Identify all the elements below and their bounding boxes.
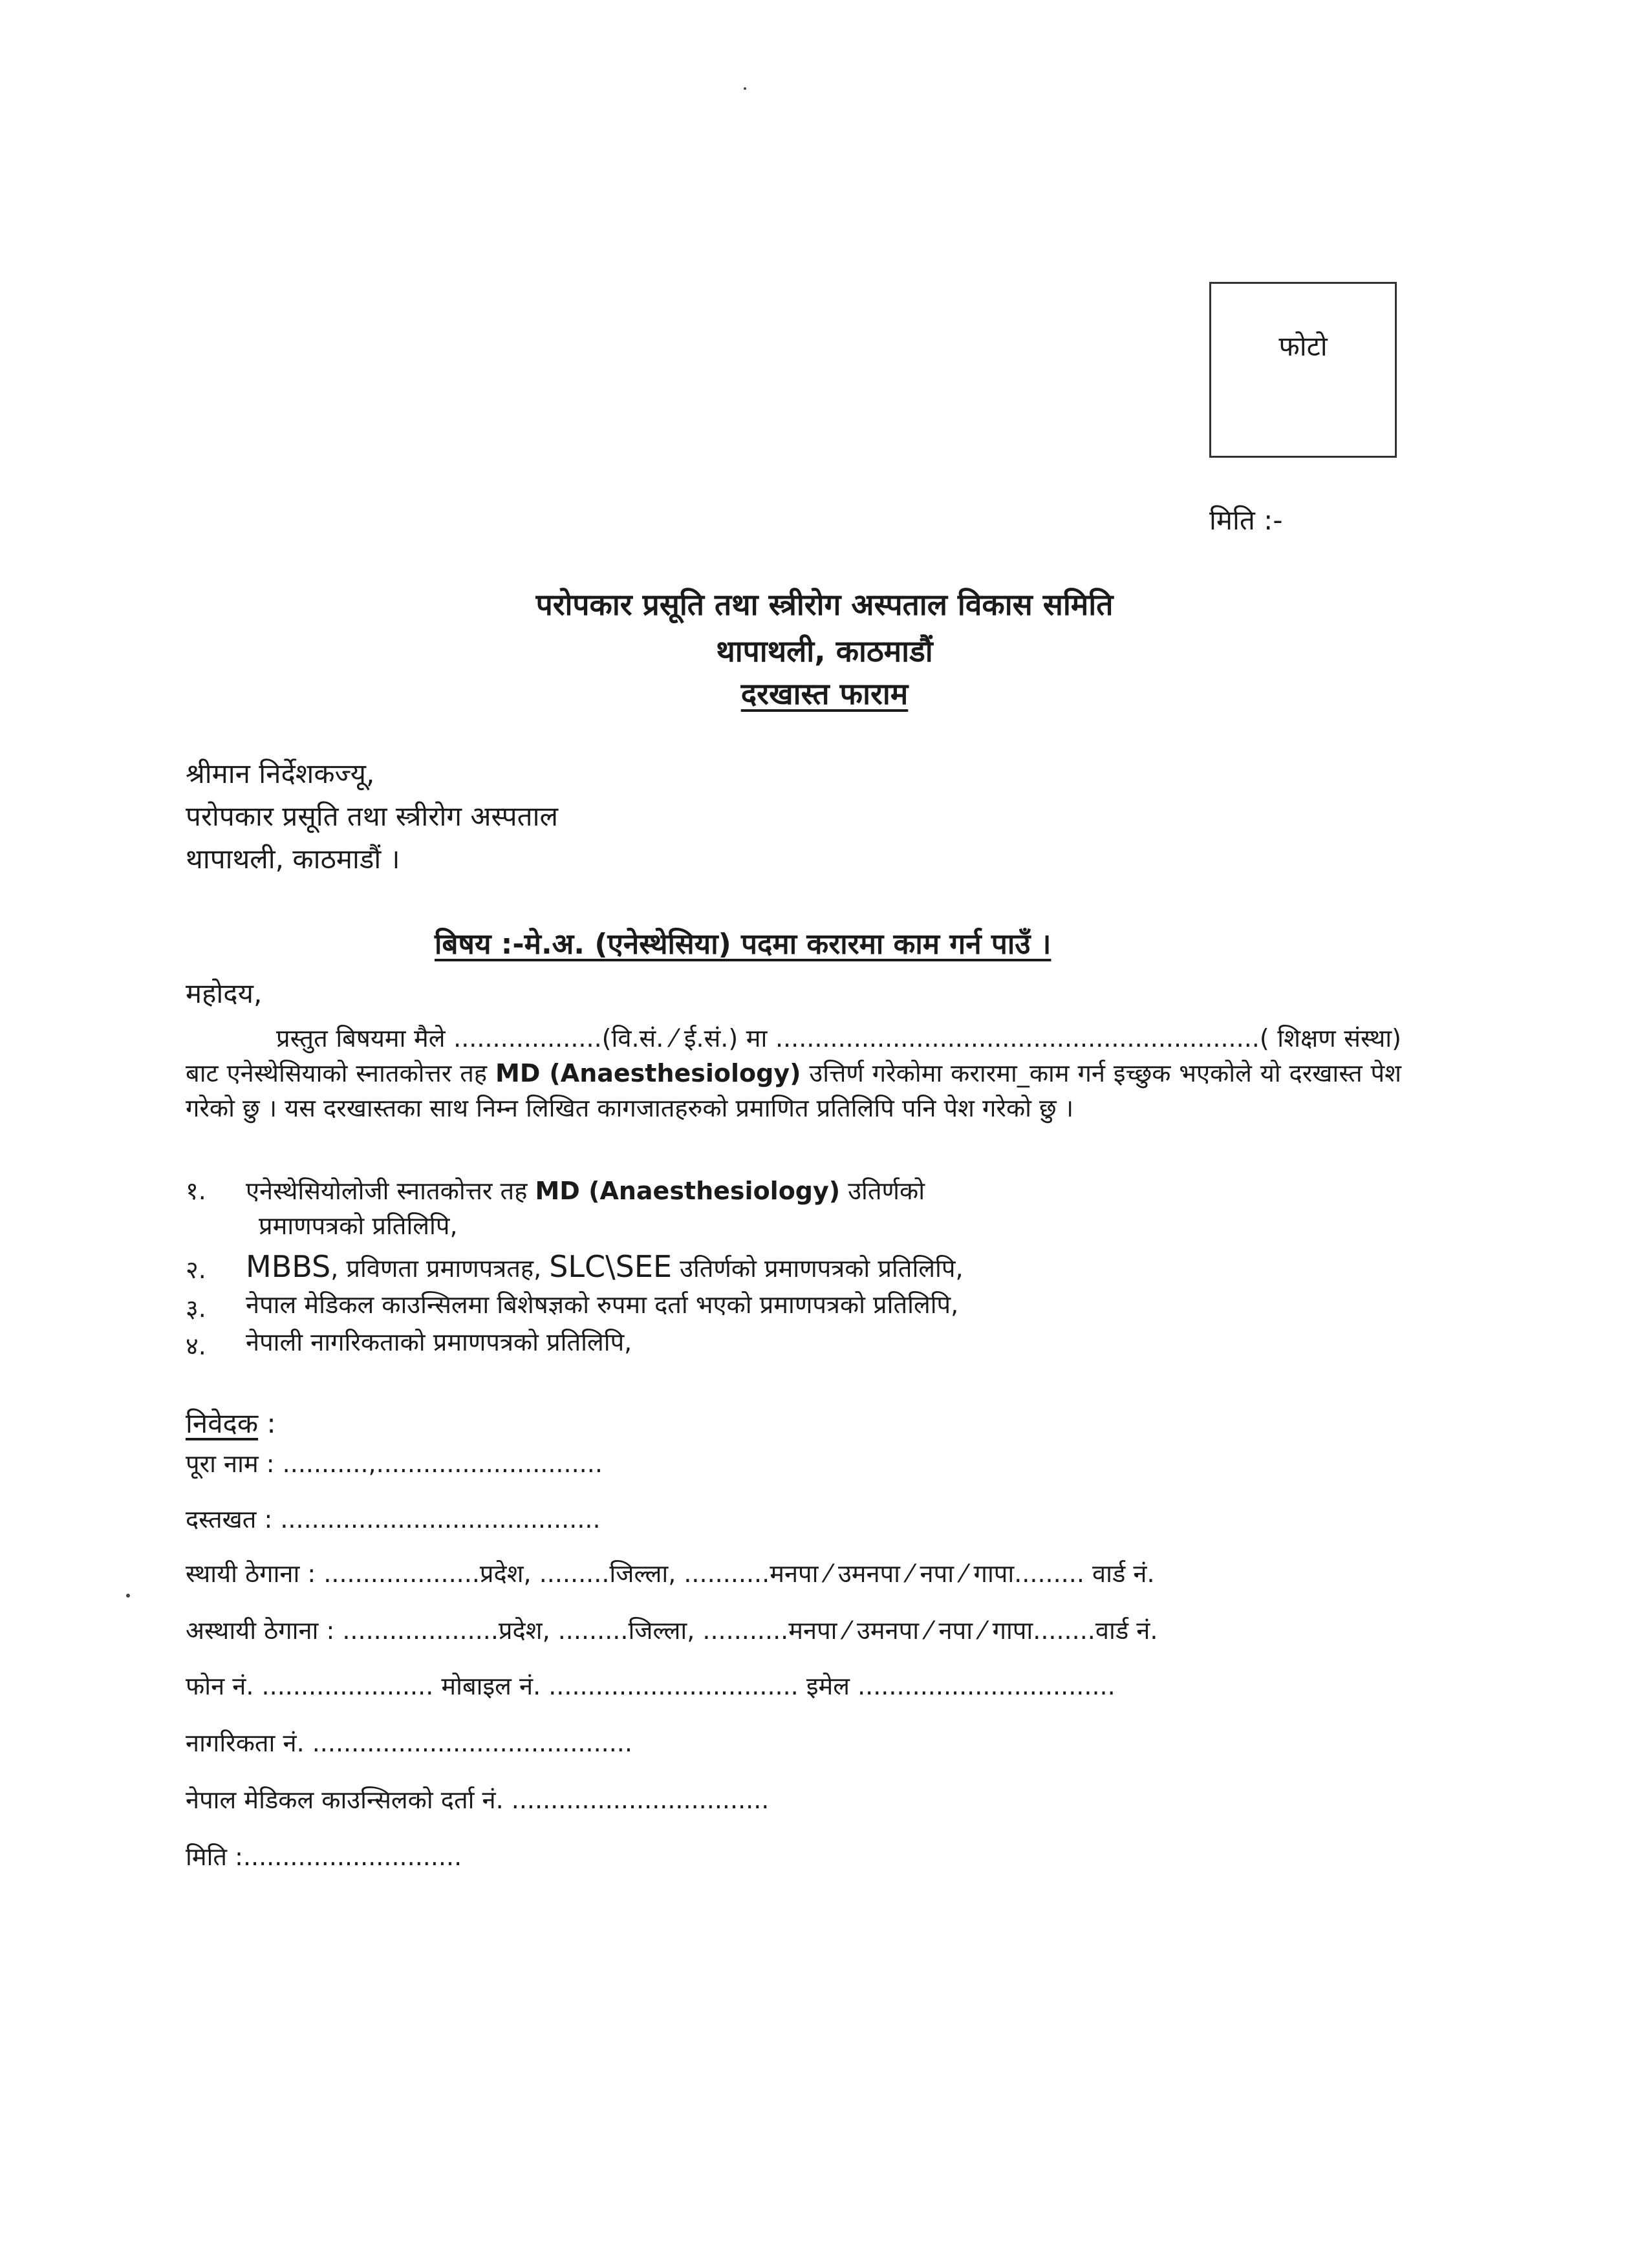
- list-item-3: नेपाल मेडिकल काउन्सिलमा बिशेषज्ञको रुपमा दर्ता भएको प्रमाणपत्रको प्रतिलिपि,: [246, 1290, 959, 1319]
- form-title: [0, 675, 1649, 714]
- date-top: मिति :-: [1209, 504, 1283, 536]
- addressee-line-2: परोपकार प्रसूति तथा स्त्रीरोग अस्पताल: [186, 800, 558, 832]
- field-signature: दस्तखत : .........................................: [186, 1505, 601, 1534]
- form-title-text: दरखास्त फाराम: [740, 676, 909, 711]
- list-item-1-bold: MD (Anaesthesiology): [535, 1177, 841, 1205]
- list-item-2-post: उतिर्णको प्रमाणपत्रको प्रतिलिपि,: [672, 1254, 964, 1283]
- addressee-line-1: श्रीमान निर्देशकज्यू,: [186, 758, 375, 789]
- list-item-4-number: ४.: [186, 1332, 206, 1360]
- list-item-3-number: ३.: [186, 1294, 206, 1323]
- applicant-heading: [186, 1406, 276, 1442]
- field-nmc-registration: नेपाल मेडिकल काउन्सिलको दर्ता नं. .................................: [186, 1786, 770, 1814]
- list-item-1-number: १.: [186, 1177, 206, 1205]
- scan-speck: [126, 1594, 130, 1598]
- org-name: परोपकार प्रसूति तथा स्त्रीरोग अस्पताल विकास समिति: [535, 587, 1114, 622]
- list-item-1: [246, 1175, 925, 1207]
- applicant-heading-colon: :: [258, 1407, 276, 1439]
- photo-label: फोटो: [1278, 330, 1328, 362]
- list-item-2: [246, 1248, 964, 1287]
- body-paragraph-part-2: शिक्षण संस्था) बाट एनेस्थेसियाको स्नातकोत्तर तह: [186, 1024, 1401, 1087]
- list-item-1-continuation: प्रमाणपत्रको प्रतिलिपि,: [259, 1212, 458, 1240]
- field-phone-mobile-email: फोन नं. ...................... मोबाइल नं. ................................ इमेल .................................: [186, 1672, 1116, 1700]
- field-date: मिति :............................: [186, 1843, 462, 1871]
- scan-speck: [744, 87, 746, 90]
- degree-bold: MD (Anaesthesiology): [495, 1058, 801, 1087]
- body-paragraph: [186, 1022, 1401, 1126]
- salutation: महोदय,: [186, 978, 263, 1009]
- subject-line: बिषय :-मे.अ. (एनेस्थेसिया) पदमा करारमा काम गर्न पाउँ ।: [435, 928, 1051, 961]
- list-item-2-slc: SLC\SEE: [549, 1249, 673, 1284]
- list-item-1-post: उतिर्णको: [840, 1177, 925, 1205]
- applicant-heading-text: निवेदक: [186, 1407, 259, 1439]
- addressee-line-3: थापाथली, काठमाडौं ।: [186, 843, 400, 875]
- list-item-2-mbbs: MBBS: [246, 1249, 331, 1284]
- field-full-name: पूरा नाम : ...........,.............................: [186, 1450, 603, 1478]
- body-paragraph-part-1: प्रस्तुत बिषयमा मैले ...................(वि.सं. ⁄ ई.सं.) मा ..............................................................(: [276, 1024, 1269, 1053]
- list-item-4: नेपाली नागरिकताको प्रमाणपत्रको प्रतिलिपि,: [246, 1328, 632, 1356]
- field-permanent-address: स्थायी ठेगाना : ....................प्रदेश, .........जिल्ला, ...........मनपा ⁄ उमनपा ⁄ नपा ⁄ गापा......... वार्ड नं.: [186, 1559, 1155, 1588]
- field-citizenship: नागरिकता नं. .........................................: [186, 1729, 632, 1757]
- field-temporary-address: अस्थायी ठेगाना : ....................प्रदेश, .........जिल्ला, ...........मनपा ⁄ उमनपा ⁄ नपा ⁄ गापा........वार्ड नं.: [186, 1616, 1158, 1645]
- body-paragraph-part-3: उत्तिर्ण गरेकोमा करारमा_काम गर्न इच्छुक भएकोले यो दरखास्त पेश गरेको छु । यस दरखास्तका साथ निम्न लिखित कागजातहरुको प्रमाणित प्रतिलिपि पनि पेश गरेको छु ।: [186, 1058, 1401, 1122]
- list-item-2-mid: , प्रविणता प्रमाणपत्रतह,: [330, 1254, 550, 1283]
- list-item-1-text: एनेस्थेसियोलोजी स्नातकोत्तर तह: [246, 1177, 535, 1205]
- photo-box: [1209, 282, 1397, 458]
- list-item-2-number: २.: [186, 1256, 206, 1284]
- org-address: थापाथली, काठमाडौं: [716, 634, 933, 669]
